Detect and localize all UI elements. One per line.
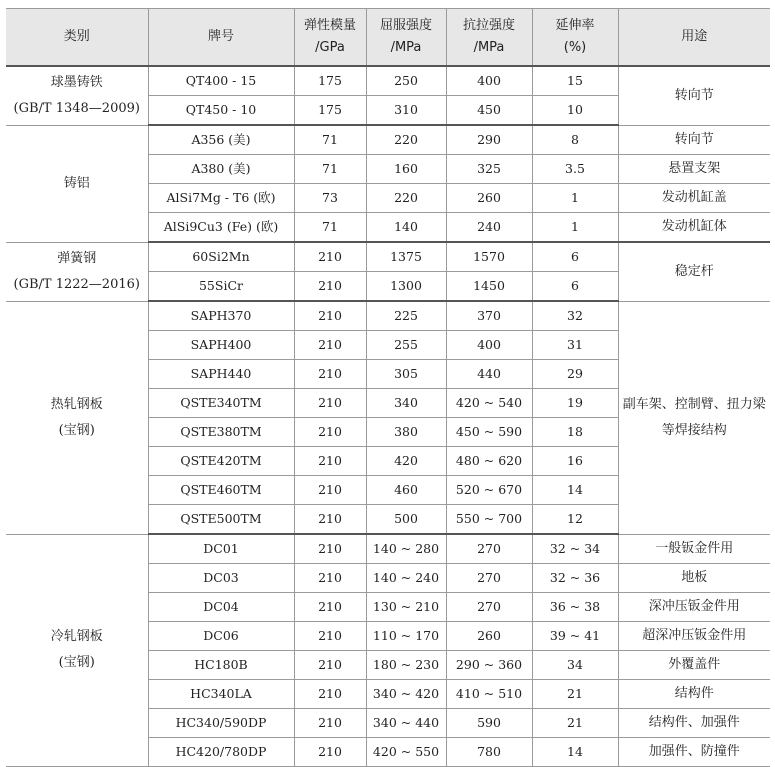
modulus-cell: 175 xyxy=(294,96,366,126)
yield-cell: 340 xyxy=(366,389,446,418)
elongation-cell: 12 xyxy=(532,505,618,535)
category-name: 弹簧钢 xyxy=(57,250,97,266)
usage-cell: 加强件、防撞件 xyxy=(618,738,770,767)
header-modulus-line1: 弹性模量 xyxy=(303,18,356,33)
modulus-cell: 210 xyxy=(294,301,366,331)
yield-cell: 420 xyxy=(366,447,446,476)
usage-cell: 发动机缸体 xyxy=(618,213,770,243)
modulus-cell: 210 xyxy=(294,505,366,535)
tensile-cell: 420 ~ 540 xyxy=(446,389,532,418)
modulus-cell: 175 xyxy=(294,66,366,96)
modulus-cell: 210 xyxy=(294,738,366,767)
grade-cell: AlSi7Mg - T6 (欧) xyxy=(148,184,294,213)
grade-cell: HC340LA xyxy=(148,680,294,709)
category-name: 冷轧钢板 xyxy=(50,629,103,645)
modulus-cell: 71 xyxy=(294,125,366,155)
elongation-cell: 18 xyxy=(532,418,618,447)
yield-cell: 140 xyxy=(366,213,446,243)
yield-cell: 225 xyxy=(366,301,446,331)
tensile-cell: 550 ~ 700 xyxy=(446,505,532,535)
table-row xyxy=(6,534,770,564)
usage-cell: 地板 xyxy=(618,564,770,593)
elongation-cell: 6 xyxy=(532,242,618,272)
elongation-cell: 32 ~ 34 xyxy=(532,534,618,564)
grade-cell: QSTE380TM xyxy=(148,418,294,447)
table-row xyxy=(6,242,770,272)
modulus-cell: 210 xyxy=(294,242,366,272)
yield-cell: 305 xyxy=(366,360,446,389)
usage-cell: 转向节 xyxy=(618,66,770,125)
grade-cell: DC03 xyxy=(148,564,294,593)
usage-cell: 结构件、加强件 xyxy=(618,709,770,738)
grade-cell: DC06 xyxy=(148,622,294,651)
yield-cell: 460 xyxy=(366,476,446,505)
elongation-cell: 31 xyxy=(532,331,618,360)
yield-cell: 380 xyxy=(366,418,446,447)
grade-cell: HC340/590DP xyxy=(148,709,294,738)
tensile-cell: 240 xyxy=(446,213,532,243)
header-elongation-unit: (%) xyxy=(563,40,587,55)
table-row xyxy=(6,301,770,331)
elongation-cell: 19 xyxy=(532,389,618,418)
modulus-cell: 210 xyxy=(294,534,366,564)
usage-cell: 转向节 xyxy=(618,125,770,155)
header-modulus-unit: /GPa xyxy=(315,40,345,55)
usage-cell: 悬置支架 xyxy=(618,155,770,184)
header-tensile-line1: 抗拉强度 xyxy=(462,18,515,33)
yield-cell: 420 ~ 550 xyxy=(366,738,446,767)
modulus-cell: 210 xyxy=(294,709,366,738)
yield-cell: 220 xyxy=(366,184,446,213)
usage-cell: 发动机缸盖 xyxy=(618,184,770,213)
tensile-cell: 325 xyxy=(446,155,532,184)
tensile-cell: 520 ~ 670 xyxy=(446,476,532,505)
usage-cell: 一般钣金件用 xyxy=(618,534,770,564)
elongation-cell: 1 xyxy=(532,213,618,243)
yield-cell: 140 ~ 280 xyxy=(366,534,446,564)
grade-cell: QSTE500TM xyxy=(148,505,294,535)
tensile-cell: 290 xyxy=(446,125,532,155)
elongation-cell: 32 xyxy=(532,301,618,331)
usage-cell: 结构件 xyxy=(618,680,770,709)
header-usage: 用途 xyxy=(618,9,770,67)
modulus-cell: 71 xyxy=(294,213,366,243)
category-standard: (宝钢) xyxy=(58,655,95,671)
tensile-cell: 260 xyxy=(446,622,532,651)
grade-cell: 55SiCr xyxy=(148,272,294,302)
tensile-cell: 440 xyxy=(446,360,532,389)
category-standard: (GB/T 1222—2016) xyxy=(13,276,140,292)
grade-cell: QSTE460TM xyxy=(148,476,294,505)
category-cell xyxy=(6,242,148,301)
elongation-cell: 39 ~ 41 xyxy=(532,622,618,651)
tensile-cell: 480 ~ 620 xyxy=(446,447,532,476)
yield-cell: 160 xyxy=(366,155,446,184)
category-cell xyxy=(6,125,148,242)
tensile-cell: 260 xyxy=(446,184,532,213)
yield-cell: 310 xyxy=(366,96,446,126)
grade-cell: DC01 xyxy=(148,534,294,564)
category-name: 球墨铸铁 xyxy=(50,74,103,90)
table-row xyxy=(6,66,770,96)
category-cell xyxy=(6,66,148,125)
elongation-cell: 1 xyxy=(532,184,618,213)
modulus-cell: 73 xyxy=(294,184,366,213)
yield-cell: 220 xyxy=(366,125,446,155)
grade-cell: QT400 - 15 xyxy=(148,66,294,96)
tensile-cell: 410 ~ 510 xyxy=(446,680,532,709)
header-yield xyxy=(366,9,446,67)
grade-cell: A356 (美) xyxy=(148,125,294,155)
tensile-cell: 1570 xyxy=(446,242,532,272)
header-row xyxy=(6,9,770,67)
usage-cell: 外覆盖件 xyxy=(618,651,770,680)
yield-cell: 1300 xyxy=(366,272,446,302)
modulus-cell: 210 xyxy=(294,447,366,476)
grade-cell: HC180B xyxy=(148,651,294,680)
usage-cell: 深冲压钣金件用 xyxy=(618,593,770,622)
category-name: 热轧钢板 xyxy=(50,396,103,412)
yield-cell: 250 xyxy=(366,66,446,96)
header-yield-line1: 屈服强度 xyxy=(379,18,432,33)
usage-cell: 副车架、控制臂、扭力梁等焊接结构 xyxy=(618,301,770,534)
elongation-cell: 32 ~ 36 xyxy=(532,564,618,593)
modulus-cell: 210 xyxy=(294,680,366,709)
yield-cell: 130 ~ 210 xyxy=(366,593,446,622)
header-grade: 牌号 xyxy=(148,9,294,67)
header-yield-unit: /MPa xyxy=(390,40,422,55)
tensile-cell: 780 xyxy=(446,738,532,767)
header-tensile-unit: /MPa xyxy=(473,40,505,55)
grade-cell: HC420/780DP xyxy=(148,738,294,767)
elongation-cell: 34 xyxy=(532,651,618,680)
tensile-cell: 1450 xyxy=(446,272,532,302)
elongation-cell: 16 xyxy=(532,447,618,476)
modulus-cell: 210 xyxy=(294,593,366,622)
header-tensile xyxy=(446,9,532,67)
table-body xyxy=(6,66,770,767)
modulus-cell: 210 xyxy=(294,272,366,302)
modulus-cell: 71 xyxy=(294,155,366,184)
tensile-cell: 400 xyxy=(446,331,532,360)
modulus-cell: 210 xyxy=(294,418,366,447)
category-standard: (GB/T 1348—2009) xyxy=(13,100,140,116)
grade-cell: DC04 xyxy=(148,593,294,622)
table-row xyxy=(6,125,770,155)
yield-cell: 110 ~ 170 xyxy=(366,622,446,651)
category-name: 铸铝 xyxy=(63,175,90,191)
tensile-cell: 370 xyxy=(446,301,532,331)
usage-cell: 超深冲压钣金件用 xyxy=(618,622,770,651)
yield-cell: 340 ~ 420 xyxy=(366,680,446,709)
category-standard: (宝钢) xyxy=(58,422,95,438)
elongation-cell: 6 xyxy=(532,272,618,302)
elongation-cell: 14 xyxy=(532,738,618,767)
tensile-cell: 590 xyxy=(446,709,532,738)
material-properties-table xyxy=(6,8,770,767)
elongation-cell: 8 xyxy=(532,125,618,155)
tensile-cell: 270 xyxy=(446,534,532,564)
category-cell xyxy=(6,301,148,534)
tensile-cell: 270 xyxy=(446,593,532,622)
elongation-cell: 14 xyxy=(532,476,618,505)
yield-cell: 1375 xyxy=(366,242,446,272)
yield-cell: 140 ~ 240 xyxy=(366,564,446,593)
elongation-cell: 10 xyxy=(532,96,618,126)
header-modulus xyxy=(294,9,366,67)
modulus-cell: 210 xyxy=(294,476,366,505)
tensile-cell: 270 xyxy=(446,564,532,593)
modulus-cell: 210 xyxy=(294,564,366,593)
yield-cell: 255 xyxy=(366,331,446,360)
grade-cell: AlSi9Cu3 (Fe) (欧) xyxy=(148,213,294,243)
elongation-cell: 29 xyxy=(532,360,618,389)
yield-cell: 340 ~ 440 xyxy=(366,709,446,738)
elongation-cell: 3.5 xyxy=(532,155,618,184)
modulus-cell: 210 xyxy=(294,651,366,680)
grade-cell: QSTE340TM xyxy=(148,389,294,418)
grade-cell: 60Si2Mn xyxy=(148,242,294,272)
header-elongation xyxy=(532,9,618,67)
tensile-cell: 450 xyxy=(446,96,532,126)
grade-cell: SAPH440 xyxy=(148,360,294,389)
category-cell xyxy=(6,534,148,767)
table-header xyxy=(6,9,770,67)
grade-cell: A380 (美) xyxy=(148,155,294,184)
tensile-cell: 290 ~ 360 xyxy=(446,651,532,680)
grade-cell: SAPH370 xyxy=(148,301,294,331)
grade-cell: QT450 - 10 xyxy=(148,96,294,126)
modulus-cell: 210 xyxy=(294,389,366,418)
header-elongation-line1: 延伸率 xyxy=(555,18,595,33)
tensile-cell: 450 ~ 590 xyxy=(446,418,532,447)
tensile-cell: 400 xyxy=(446,66,532,96)
modulus-cell: 210 xyxy=(294,331,366,360)
header-category: 类别 xyxy=(6,9,148,67)
elongation-cell: 21 xyxy=(532,709,618,738)
grade-cell: QSTE420TM xyxy=(148,447,294,476)
modulus-cell: 210 xyxy=(294,360,366,389)
usage-cell: 稳定杆 xyxy=(618,242,770,301)
yield-cell: 180 ~ 230 xyxy=(366,651,446,680)
yield-cell: 500 xyxy=(366,505,446,535)
elongation-cell: 21 xyxy=(532,680,618,709)
grade-cell: SAPH400 xyxy=(148,331,294,360)
elongation-cell: 15 xyxy=(532,66,618,96)
elongation-cell: 36 ~ 38 xyxy=(532,593,618,622)
modulus-cell: 210 xyxy=(294,622,366,651)
